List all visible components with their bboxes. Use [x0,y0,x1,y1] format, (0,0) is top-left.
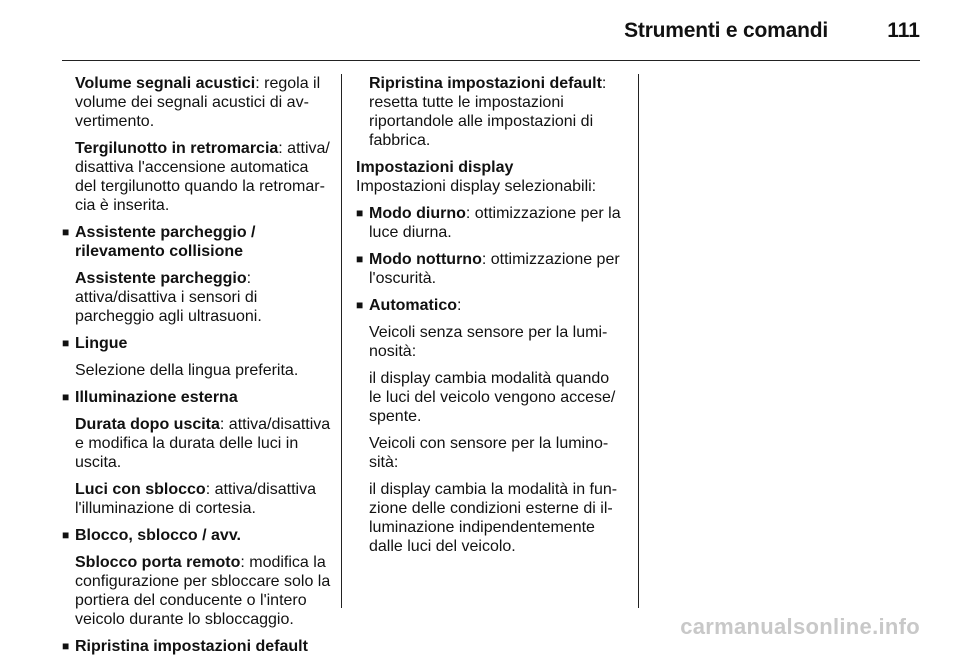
list-item-night-mode: ■ Modo notturno: ottimizzazione per l'oscurità. [356,250,626,288]
list-item-parking-assist [62,223,332,326]
list-item-detail: Veicoli senza sensore per la luminosità: [369,324,608,360]
column-left [62,74,332,664]
watermark: carmanualsonline.info [680,614,920,639]
list-item-heading: ■ Ripristina impostazioni default [75,638,308,655]
list-item-locking [62,526,332,629]
list-item-heading: ■ Lingue [75,335,128,352]
list-item-detail: il display cambia modalità quando le luci del veicolo vengono accese/ spente. [369,370,616,425]
list-item-detail: Sblocco porta remoto: modifica la configurazione per sbloccare solo la portiera del conducente o l'intero veicolo durante lo sbloccaggio. [75,554,331,628]
page-header [62,0,920,61]
page-title: Strumenti e comandi [624,19,828,42]
page-number: 111 [887,19,920,42]
list-item-heading: ■ Assistente parcheggio / rilevamento collisione [75,224,256,260]
list-item-languages [62,334,332,380]
list-item-detail: Luci con sblocco: attiva/disattiva l'illuminazione di cortesia. [75,481,316,517]
list-item-day-mode: ■ Modo diurno: ottimizzazione per la luce diurna. [356,204,626,242]
paragraph-volume-signals: Volume segnali acustici: regola il volume dei segnali acustici di avvertimento. [75,75,321,130]
column-divider-right [638,74,639,608]
paragraph-rear-wiper: Tergilunotto in retromarcia: attiva/ disattiva l'accensione automatica del tergilunotto quando la retromarcia è inserita. [75,140,330,214]
list-item-exterior-lighting [62,388,332,518]
list-item-detail: Durata dopo uscita: attiva/disattiva e modifica la durata delle luci in uscita. [75,416,331,471]
list-item-reset-defaults [62,637,332,656]
list-item-heading: ■ Illuminazione esterna [75,389,238,406]
paragraph-reset-defaults: Ripristina impostazioni default: resetta tutte le impostazioni riportandole alle impostazioni di fabbrica. [369,75,607,149]
column-divider-left [341,74,342,608]
column-middle [356,74,626,564]
list-item-automatic [356,296,626,556]
section-title-display: Impostazioni display [356,159,514,176]
list-item-heading: ■ Automatico: [369,297,462,314]
list-item-detail: Veicoli con sensore per la luminosità: [369,435,609,471]
list-item-detail: Assistente parcheggio: attiva/disattiva i sensori di parcheggio agli ultrasuoni. [75,270,262,325]
list-item-heading: ■ Blocco, sblocco / avv. [75,527,241,544]
section-intro-display: Impostazioni display selezionabili: [356,178,597,195]
list-item-detail: il display cambia la modalità in funzione delle condizioni esterne di illuminazione indipendentemente dalle luci del veicolo. [369,481,618,555]
list-item-detail: Selezione della lingua preferita. [75,362,299,379]
